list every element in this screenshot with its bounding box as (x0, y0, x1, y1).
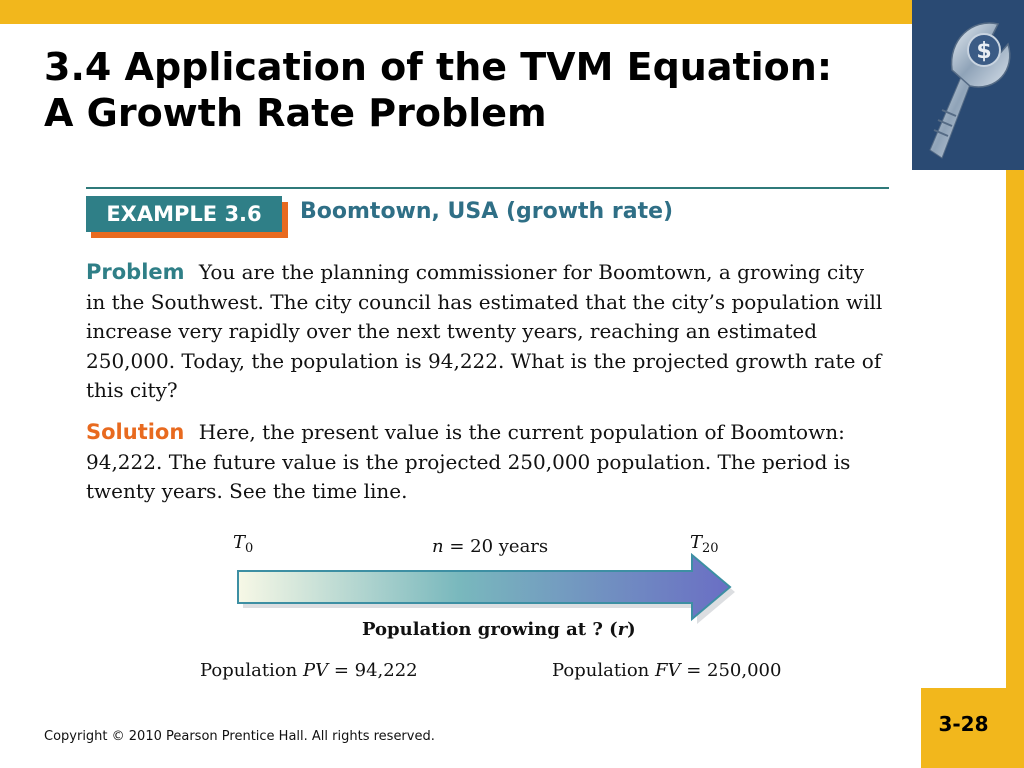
pv-prefix: Population (200, 660, 303, 681)
svg-text:$: $ (976, 39, 992, 64)
timeline-n-text: = 20 years (443, 536, 549, 557)
timeline-arrow (236, 553, 736, 625)
pv-var: PV (302, 660, 329, 681)
copyright-notice: Copyright © 2010 Pearson Prentice Hall. All rights reserved. (44, 729, 435, 744)
slide-title (44, 44, 904, 136)
timeline-growth-label (362, 619, 636, 640)
timeline-start-sub: 0 (245, 541, 254, 556)
solution-paragraph (86, 418, 886, 507)
future-value-label (552, 660, 781, 681)
present-value-label (200, 660, 418, 681)
timeline-start-var: T (233, 532, 246, 553)
top-accent-bar (0, 0, 1024, 24)
example-title: Boomtown, USA (growth rate) (300, 199, 674, 224)
example-top-rule (86, 187, 889, 189)
fv-var: FV (654, 660, 681, 681)
solution-text: Here, the present value is the current population of Boomtown: 94,222. The future value is the projected 250,000 population. The period is twenty years. See the time line. (86, 420, 851, 503)
fv-value: = 250,000 (680, 660, 782, 681)
growth-var: r (617, 619, 628, 640)
timeline-end-sub: 20 (702, 541, 719, 556)
example-badge: EXAMPLE 3.6 (86, 196, 282, 232)
wrench-dollar-icon (912, 0, 1024, 170)
title-line-1: 3.4 Application of the TVM Equation: (44, 45, 833, 89)
growth-text: Population growing at ? ( (362, 619, 618, 640)
title-line-2: A Growth Rate Problem (44, 91, 547, 135)
timeline-end-var: T (690, 532, 703, 553)
problem-text: You are the planning commissioner for Boomtown, a growing city in the Southwest. The city council has estimated that the city’s population will increase very rapidly over the next twenty years, reaching an estimated 250,000. Today, the population is 94,222. What is the projected growth rate of this city? (86, 260, 883, 402)
fv-prefix: Population (552, 660, 655, 681)
problem-label: Problem (86, 260, 185, 284)
problem-paragraph (86, 258, 886, 406)
page-number: 3-28 (938, 712, 989, 736)
timeline-n-var: n (432, 536, 444, 557)
solution-label: Solution (86, 420, 185, 444)
pv-value: = 94,222 (328, 660, 418, 681)
growth-close: ) (627, 619, 636, 640)
